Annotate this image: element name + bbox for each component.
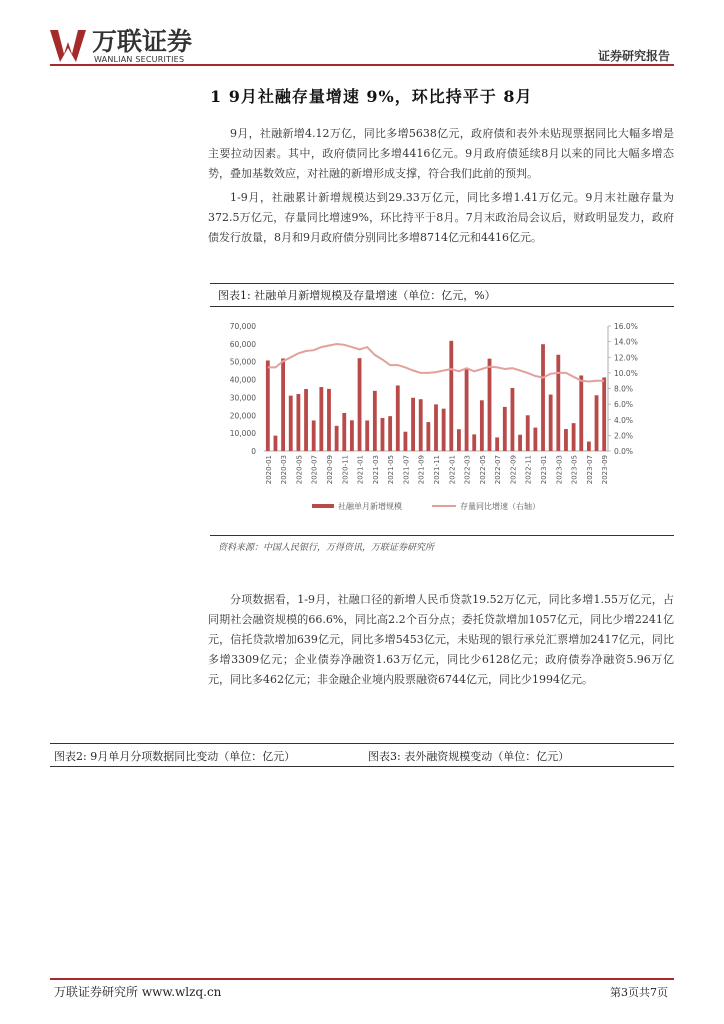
bar-2022-02 <box>457 429 461 451</box>
left-axis-tick-label: 0 <box>251 447 256 456</box>
right-axis-tick-label: 12.0% <box>614 353 638 363</box>
bar-2020-04 <box>289 396 293 451</box>
x-axis-tick-label: 2023-05 <box>570 455 579 485</box>
bar-2023-05 <box>572 423 576 451</box>
bar-2023-01 <box>541 344 545 451</box>
figure1-bottom-rule <box>210 535 674 536</box>
left-axis-tick-label: 70,000 <box>229 322 256 331</box>
legend-line-label: 存量同比增速（右轴） <box>460 502 540 511</box>
bar-2021-12 <box>442 409 446 451</box>
bar-2020-09 <box>327 389 331 451</box>
x-axis-tick-label: 2020-03 <box>280 455 289 485</box>
figure1-title-rule <box>210 306 674 307</box>
bar-2021-02 <box>365 420 369 451</box>
right-axis-tick-label: 10.0% <box>614 368 638 378</box>
x-axis-tick-label: 2022-09 <box>509 455 518 485</box>
bar-2020-06 <box>304 389 308 451</box>
x-axis-tick-label: 2021-11 <box>433 455 441 485</box>
paragraph-2: 1-9月，社融累计新增规模达到29.33万亿元，同比多增1.41万亿元。9月末社融存量为372.5万亿元，存量同比增速9%，环比持平于8月。7月末政治局会议后，财政明显发力，政府债发行放量，8月和9月政府债分别同比多增8714亿元和4416亿元。 <box>208 191 674 244</box>
bar-2020-02 <box>274 436 278 451</box>
bar-2023-04 <box>564 429 568 451</box>
right-axis-tick-label: 4.0% <box>614 415 634 425</box>
bar-2022-09 <box>511 388 515 451</box>
bar-2020-03 <box>281 359 285 452</box>
bar-2021-08 <box>411 398 415 451</box>
x-axis-tick-label: 2023-03 <box>555 455 564 485</box>
bar-2020-01 <box>266 360 270 451</box>
bar-2023-03 <box>556 355 560 451</box>
x-axis-tick-label: 2022-11 <box>524 455 533 485</box>
left-axis-tick-label: 20,000 <box>229 411 256 421</box>
figure3-title: 图表3: 表外融资规模变动（单位：亿元） <box>368 750 570 763</box>
x-axis-tick-label: 2021-01 <box>356 455 365 485</box>
logo-english-name: WANLIAN SECURITIES <box>94 55 185 64</box>
bar-2021-11 <box>434 404 438 451</box>
figures-top-rule <box>50 743 674 744</box>
x-axis-tick-label: 2021-07 <box>402 455 411 485</box>
report-type-label: 证券研究报告 <box>597 49 670 63</box>
bar-2022-12 <box>533 428 537 451</box>
bar-2023-02 <box>549 395 553 451</box>
x-axis-tick-label: 2020-07 <box>310 455 319 485</box>
paragraph-1: 9月，社融新增4.12万亿，同比多增5638亿元，政府债和表外未贴现票据同比大幅多增是主要拉动因素。其中，政府债同比多增4416亿元。9月政府债延续8月以来的同比大幅多增态势，叠加基数效应，对社融的新增形成支撑，符合我们此前的预判。 <box>208 127 674 180</box>
figure1-title: 图表1: 社融单月新增规模及存量增速（单位：亿元，%） <box>218 289 496 302</box>
bar-2020-05 <box>296 394 300 451</box>
x-axis-tick-label: 2023-09 <box>601 455 610 485</box>
bar-2022-10 <box>518 435 522 451</box>
left-axis-tick-label: 10,000 <box>229 429 256 439</box>
growth-rate-line <box>268 344 604 382</box>
legend-bar-label: 社融单月新增规模 <box>338 502 402 511</box>
x-axis-tick-label: 2021-05 <box>387 455 396 485</box>
bar-2022-03 <box>465 368 469 451</box>
wanlian-logo-icon <box>50 28 88 62</box>
x-axis-tick-label: 2020-05 <box>295 455 304 485</box>
bar-2022-07 <box>495 437 499 451</box>
left-axis-tick-label: 50,000 <box>229 357 256 367</box>
bar-2020-08 <box>319 387 323 451</box>
figure1-chart <box>210 310 674 532</box>
bar-2022-01 <box>449 341 453 451</box>
x-axis-tick-label: 2022-07 <box>494 455 503 485</box>
footer-divider <box>50 978 674 980</box>
x-axis-tick-label: 2020-11 <box>341 455 350 485</box>
x-axis-tick-label: 2023-01 <box>540 455 549 485</box>
bar-2020-07 <box>312 420 316 451</box>
x-axis-tick-label: 2021-03 <box>371 455 380 485</box>
page-number: 第3页共7页 <box>610 986 668 999</box>
bar-2022-06 <box>488 359 492 451</box>
left-axis-tick-label: 60,000 <box>229 339 256 349</box>
left-axis-tick-label: 30,000 <box>229 393 256 403</box>
footer-website: 万联证券研究所 www.wlzq.cn <box>54 985 222 999</box>
right-axis-tick-label: 2.0% <box>614 431 634 441</box>
bar-2020-10 <box>335 426 339 451</box>
right-axis-tick-label: 16.0% <box>614 322 638 331</box>
bar-2021-01 <box>358 358 362 451</box>
left-axis-tick-label: 40,000 <box>229 375 256 385</box>
legend-bar-swatch <box>312 504 334 508</box>
x-axis-tick-label: 2022-01 <box>448 455 457 485</box>
bar-2021-10 <box>426 422 430 451</box>
x-axis-tick-label: 2023-07 <box>585 455 594 485</box>
logo-chinese-name: 万联证券 <box>92 27 193 56</box>
right-axis-tick-label: 0.0% <box>614 447 634 456</box>
bar-2022-11 <box>526 415 530 451</box>
bar-2020-12 <box>350 420 354 451</box>
figure1-top-rule <box>210 283 674 284</box>
paragraph-3: 分项数据看，1-9月，社融口径的新增人民币贷款19.52万亿元，同比多增1.55万亿元，占同期社会融资规模的66.6%，同比高2.2个百分点；委托贷款增加1057亿元，同比少增2241亿元，信托贷款增加639亿元，同比多增5453亿元，未贴现的银行承兑汇票增加2417亿元，同比多增3309亿元；企业债券净融资1.63万亿元，同比少6128亿元；政府债券净融资5.96万亿元，同比多462亿元；非金融企业境内股票融资6744亿元，同比少1994亿元。 <box>208 593 674 686</box>
bar-2022-04 <box>472 434 476 451</box>
right-axis-tick-label: 14.0% <box>614 337 638 347</box>
bar-2021-03 <box>373 391 377 451</box>
bar-2021-05 <box>388 416 392 451</box>
x-axis-tick-label: 2022-05 <box>478 455 487 485</box>
right-axis-tick-label: 6.0% <box>614 400 634 410</box>
figure2-title: 图表2: 9月单月分项数据同比变动（单位：亿元） <box>54 750 296 763</box>
x-axis-tick-label: 2022-03 <box>463 455 472 485</box>
bar-2020-11 <box>342 413 346 451</box>
section-title: 1 9月社融存量增速 9%，环比持平于 8月 <box>210 87 533 106</box>
bar-2022-08 <box>503 407 507 451</box>
figure1-source: 资料来源：中国人民银行，万得资讯，万联证券研究所 <box>218 543 435 553</box>
bar-2021-04 <box>381 418 385 451</box>
x-axis-tick-label: 2020-01 <box>264 455 273 485</box>
bar-2023-09 <box>602 377 606 451</box>
bar-2023-08 <box>595 395 599 451</box>
bar-2022-05 <box>480 400 484 451</box>
bar-2023-07 <box>587 442 591 451</box>
bar-2021-06 <box>396 385 400 451</box>
figures-title-rule <box>50 766 674 767</box>
x-axis-tick-label: 2020-09 <box>325 455 334 485</box>
header-divider <box>50 64 674 66</box>
x-axis-tick-label: 2021-09 <box>417 455 426 485</box>
bar-2021-09 <box>419 399 423 451</box>
right-axis-tick-label: 8.0% <box>614 384 634 394</box>
bar-2023-06 <box>579 375 583 451</box>
bar-2021-07 <box>404 432 408 451</box>
